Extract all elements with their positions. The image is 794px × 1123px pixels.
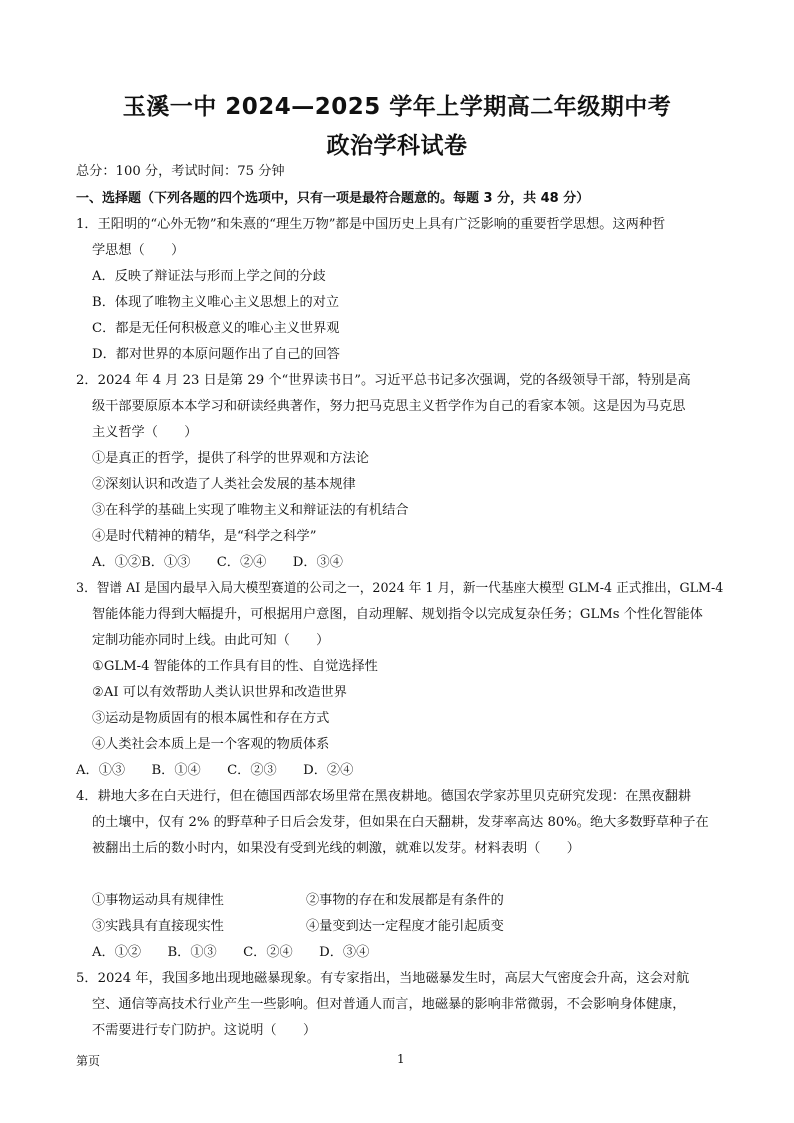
q1-stem-line1: 1．王阳明的“心外无物”和朱熹的“理生万物”都是中国历史上具有广泛影响的重要哲学思想。这两种哲 [76,217,666,232]
q1-option-d: D．都对世界的本原问题作出了自己的回答 [92,347,340,362]
q1-option-c: C．都是无任何积极意义的唯心主义世界观 [92,321,340,336]
q1-option-a: A．反映了辩证法与形而上学之间的分歧 [92,269,326,284]
section-heading: 一、选择题（下列各题的四个选项中，只有一项是最符合题意的。每题 3 分，共 48 分） [76,191,590,206]
exam-info: 总分：100 分，考试时间：75 分钟 [76,164,285,179]
q4-statement-2: ②事物的存在和发展都是有条件的 [306,893,504,908]
q4-statement-3: ③实践具有直接现实性 [92,919,224,934]
q1-stem-line2: 学思想（ ） [92,243,185,258]
q2-stem-line1: 2．2024 年 4 月 23 日是第 29 个“世界读书日”。习近平总书记多次强调，党的各级领导干部，特别是高 [76,373,691,388]
q4-stem-line2: 的土壤中，仅有 2% 的野草种子日后会发芽，但如果在白天翻耕，发芽率高达 80%。绝大多数野草种子在 [92,815,709,830]
q4-statement-1: ①事物运动具有规律性 [92,893,224,908]
q3-stem-line1: 3．智谱 AI 是国内最早入局大模型赛道的公司之一，2024 年 1 月，新一代基座大模型 GLM-4 正式推出，GLM-4 [76,581,724,596]
exam-title: 玉溪一中 2024—2025 学年上学期高二年级期中考 [122,94,672,120]
q2-statement-1: ①是真正的哲学，提供了科学的世界观和方法论 [92,451,369,466]
q4-stem-line3: 被翻出土后的数小时内，如果没有受到光线的刺激，就难以发芽。材料表明（ ） [92,841,580,856]
q3-statement-2: ②AI 可以有效帮助人类认识世界和改造世界 [92,685,347,700]
q2-stem-line2: 级干部要原原本本学习和研读经典著作，努力把马克思主义哲学作为自己的看家本领。这是因为马克思 [92,399,686,414]
q3-stem-line3: 定制功能亦同时上线。由此可知（ ） [92,633,330,648]
q4-stem-line1: 4．耕地大多在白天进行，但在德国西部农场里常在黑夜耕地。德国农学家苏里贝克研究发现：在黑夜翻耕 [76,789,692,804]
q3-statement-3: ③运动是物质固有的根本属性和存在方式 [92,711,330,726]
exam-subtitle: 政治学科试卷 [326,133,468,159]
q4-choices: A．①② B．①③ C．②④ D．③④ [92,945,370,960]
q2-statement-2: ②深刻认识和改造了人类社会发展的基本规律 [92,477,356,492]
q3-choices: A．①③ B．①④ C．②③ D．②④ [76,763,354,778]
q2-choices: A．①②B．①③ C．②④ D．③④ [92,555,343,570]
q3-statement-1: ①GLM-4 智能体的工作具有目的性、自觉选择性 [92,659,378,674]
q4-statement-4: ④量变到达一定程度才能引起质变 [306,919,504,934]
q3-stem-line2: 智能体能力得到大幅提升，可根据用户意图，自动理解、规划指令以完成复杂任务；GLMs 个性化智能体 [92,607,703,622]
q2-statement-4: ④是时代精神的精华，是“科学之科学” [92,529,317,544]
q5-stem-line3: 不需要进行专门防护。这说明（ ） [92,1023,317,1038]
q1-option-b: B．体现了唯物主义唯心主义思想上的对立 [92,295,340,310]
q5-stem-line2: 空、通信等高技术行业产生一些影响。但对普通人而言，地磁暴的影响非常微弱，不会影响身体健康， [92,997,686,1012]
footer-page-label: 第页 [76,1054,101,1068]
q2-statement-3: ③在科学的基础上实现了唯物主义和辩证法的有机结合 [92,503,409,518]
q3-statement-4: ④人类社会本质上是一个客观的物质体系 [92,737,330,752]
q2-stem-line3: 主义哲学（ ） [92,425,198,440]
footer-page-number: 1 [397,1052,405,1066]
q5-stem-line1: 5．2024 年，我国多地出现地磁暴现象。有专家指出，当地磁暴发生时，高层大气密度会升高，这会对航 [76,971,690,986]
